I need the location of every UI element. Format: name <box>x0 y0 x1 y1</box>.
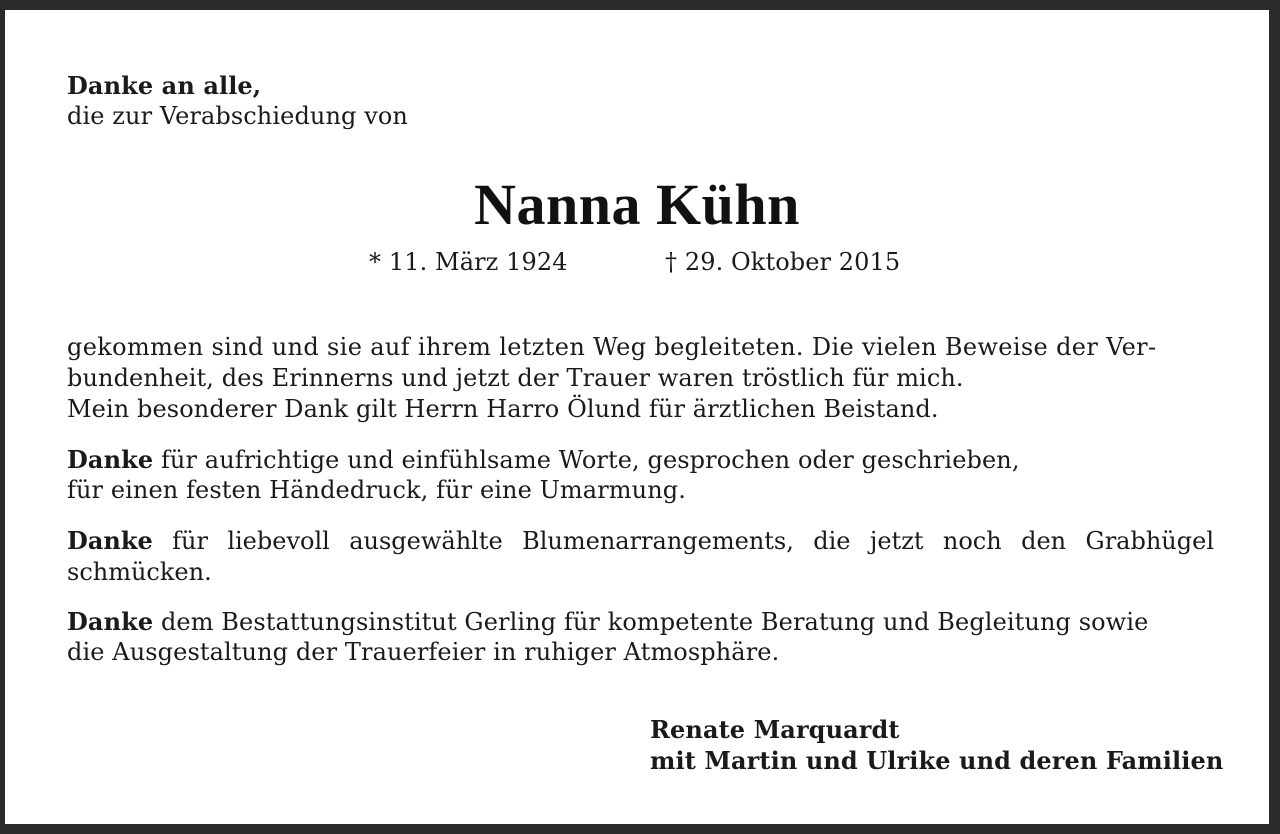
danke-keyword: Danke <box>67 526 153 555</box>
danke-keyword: Danke <box>67 445 154 474</box>
birth-date: * 11. März 1924 <box>369 248 568 276</box>
paragraph-line: bundenheit, des Erinnerns und jetzt der Trauer waren tröstlich für mich. <box>67 364 964 392</box>
thanks-paragraph-3 <box>67 606 1148 638</box>
intro-subline: die zur Verabschiedung von <box>67 102 408 130</box>
deceased-name: Nanna Kühn <box>474 172 800 237</box>
thanks-text: dem Bestattungsinstitut Gerling für kompetente Beratung und Begleitung sowie <box>153 608 1149 636</box>
thanks-text-continued: für einen festen Händedruck, für eine Umarmung. <box>67 476 686 504</box>
thanks-paragraph-2 <box>67 525 1214 588</box>
signature-name: Renate Marquardt <box>650 715 900 744</box>
thanks-text: für liebevoll ausgewählte Blumenarrangements, die jetzt noch den Grabhügel schmücken. <box>67 527 1214 586</box>
thanks-text-continued: die Ausgestaltung der Trauerfeier in ruhiger Atmosphäre. <box>67 638 780 666</box>
thanks-paragraph-1 <box>67 444 1020 476</box>
danke-keyword: Danke <box>67 607 154 636</box>
paragraph-line: Mein besonderer Dank gilt Herrn Harro Ölund für ärztlichen Beistand. <box>67 395 939 423</box>
paragraph-line: gekommen sind und sie auf ihrem letzten Weg begleiteten. Die vielen Beweise der Ver- <box>67 333 1157 361</box>
signature-family: mit Martin und Ulrike und deren Familien <box>650 746 1224 775</box>
intro-heading: Danke an alle, <box>67 71 262 100</box>
thanks-text: für aufrichtige und einfühlsame Worte, gesprochen oder geschrieben, <box>153 446 1020 474</box>
death-date: † 29. Oktober 2015 <box>665 248 901 276</box>
